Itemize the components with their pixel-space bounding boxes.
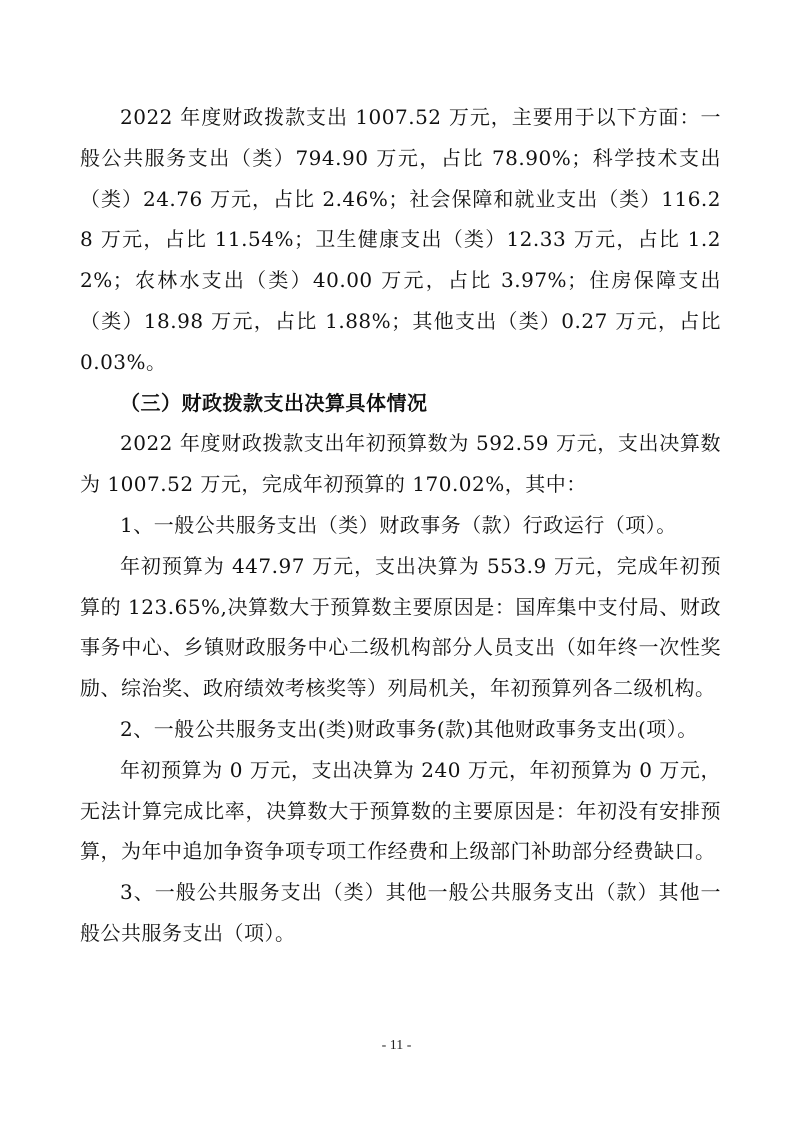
paragraph-expenditure-summary: 2022 年度财政拨款支出 1007.52 万元，主要用于以下方面：一般公共服务支出（类）794.90 万元，占比 78.90%；科学技术支出（类）24.76 万元，占比 2.46%；社会保障和就业支出（类）116.28 万元，占比 11.54%；卫生健康支出（类）12.33 万元，占比 1.22%；农林水支出（类）40.00 万元，占比 3.97%；住房保障支出（类）18.98 万元，占比 1.88%；其他支出（类）0.27 万元，占比 0.03%。	[80, 105, 721, 374]
item-3-title: 3、一般公共服务支出（类）其他一般公共服务支出（款）其他一般公共服务支出（项）。	[80, 880, 721, 945]
page-number: - 11 -	[381, 1038, 412, 1053]
item-2-title: 2、一般公共服务支出(类)财政事务(款)其他财政事务支出(项）。	[120, 716, 698, 741]
section-heading-3: （三）财政拨款支出决算具体情况	[120, 390, 428, 415]
paragraph-budget-overview: 2022 年度财政拨款支出年初预算数为 592.59 万元，支出决算数为 1007.52 万元，完成年初预算的 170.02%，其中：	[80, 431, 721, 497]
item-2-body: 年初预算为 0 万元，支出决算为 240 万元，年初预算为 0 万元，无法计算完成比率，决算数大于预算数的主要原因是：年初没有安排预算，为年中追加争资争项专项工作经费和上级部门补助部分经费缺口。	[80, 757, 721, 864]
item-1-title: 1、一般公共服务支出（类）财政事务（款）行政运行（项）。	[120, 512, 677, 537]
item-1-body: 年初预算为 447.97 万元，支出决算为 553.9 万元，完成年初预算的 123.65%,决算数大于预算数主要原因是：国库集中支付局、财政事务中心、乡镇财政服务中心二级机构部分人员支出（如年终一次性奖励、综治奖、政府绩效考核奖等）列局机关，年初预算列各二级机构。	[80, 553, 721, 701]
